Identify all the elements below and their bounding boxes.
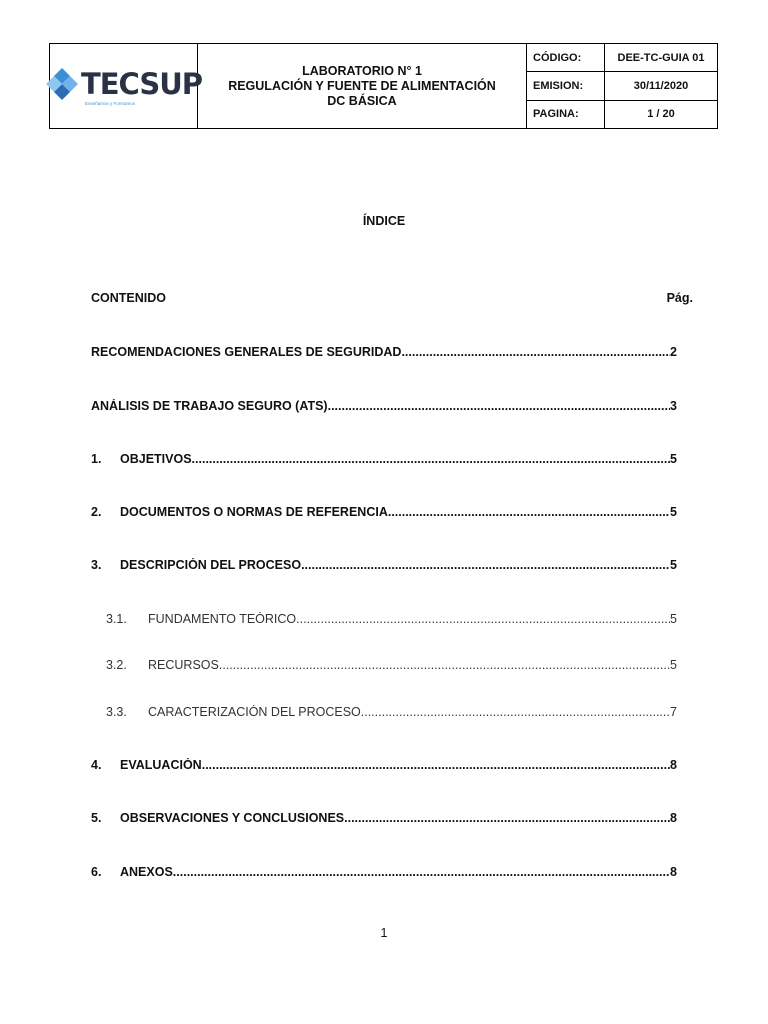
toc-subentry[interactable]: [106, 705, 677, 719]
toc-entry-title: DESCRIPCIÓN DEL PROCESO: [120, 558, 302, 572]
toc-entry-page: 7: [670, 705, 677, 719]
toc-entry-page: 5: [670, 505, 677, 519]
tecsup-logo: [45, 67, 202, 106]
logo-cell: [50, 44, 203, 128]
toc-entry[interactable]: [91, 505, 677, 519]
toc-entry-number: 3.2.: [106, 658, 127, 672]
toc-entry[interactable]: [91, 558, 677, 572]
toc-entry-page: 5: [670, 612, 677, 626]
toc-entry[interactable]: [91, 865, 677, 879]
title-line-3: DC BÁSICA: [327, 93, 397, 108]
toc-entry-number: 3.: [91, 558, 102, 572]
toc-entry-title: RECOMENDACIONES GENERALES DE SEGURIDAD: [91, 345, 402, 359]
toc-leader-dots: [219, 658, 670, 672]
toc-entry[interactable]: [91, 758, 677, 772]
toc-entry-page: 5: [670, 658, 677, 672]
toc-entry-number: 3.3.: [106, 705, 127, 719]
toc-entry-number: 1.: [91, 452, 102, 466]
meta-value: 1 / 20: [647, 108, 675, 121]
header-table: [49, 43, 718, 129]
document-title: [198, 44, 527, 128]
toc-leader-dots: [328, 399, 670, 413]
toc-entry-number: 4.: [91, 758, 102, 772]
meta-value: DEE-TC-GUIA 01: [617, 51, 705, 64]
toc-entry-title: OBJETIVOS: [120, 452, 192, 466]
toc-leader-dots: [388, 505, 670, 519]
toc-subentry[interactable]: [106, 658, 677, 672]
meta-row-emission: [527, 72, 717, 100]
toc-entry-page: 8: [670, 865, 677, 879]
toc-entry-page: 8: [670, 811, 677, 825]
meta-row-page: [527, 101, 717, 128]
title-line-1: LABORATORIO N° 1: [302, 63, 422, 78]
toc-leader-dots: [301, 558, 670, 572]
toc-entry-number: 2.: [91, 505, 102, 519]
toc-entry[interactable]: [91, 399, 677, 413]
page-column-label: Pág.: [666, 291, 693, 305]
toc-entry-title: ANÁLISIS DE TRABAJO SEGURO (ATS): [91, 399, 328, 413]
toc-leader-dots: [296, 612, 670, 626]
toc-entry-number: 3.1.: [106, 612, 127, 626]
meta-row-code: [527, 44, 717, 72]
toc-entry-page: 2: [670, 345, 677, 359]
meta-label: PAGINA:: [527, 101, 605, 128]
toc-entry-title: DOCUMENTOS O NORMAS DE REFERENCIA: [120, 505, 388, 519]
toc-subentry[interactable]: [106, 612, 677, 626]
toc-leader-dots: [344, 811, 670, 825]
toc-entry-page: 3: [670, 399, 677, 413]
toc-entry-page: 5: [670, 558, 677, 572]
toc-entry-title: FUNDAMENTO TEÓRICO: [148, 612, 297, 626]
toc-entry[interactable]: [91, 345, 677, 359]
toc-entry-title: ANEXOS: [120, 865, 173, 879]
document-meta: [527, 44, 717, 128]
toc-entry-title: OBSERVACIONES Y CONCLUSIONES: [120, 811, 345, 825]
logo-tagline: Enseñamos y Formamos: [84, 100, 135, 106]
meta-value: 30/11/2020: [633, 79, 689, 92]
tecsup-logo-icon: [45, 67, 79, 101]
toc-entry-number: 5.: [91, 811, 102, 825]
index-heading: ÍNDICE: [362, 214, 406, 228]
toc-entry-title: CARACTERIZACIÓN DEL PROCESO: [148, 705, 361, 719]
toc-leader-dots: [361, 705, 670, 719]
toc-leader-dots: [192, 452, 671, 466]
logo-wordmark: TECSUP: [80, 66, 203, 101]
toc-entry-number: 6.: [91, 865, 102, 879]
title-line-2: REGULACIÓN Y FUENTE DE ALIMENTACIÓN: [228, 78, 496, 93]
toc-leader-dots: [173, 865, 670, 879]
meta-label: CÓDIGO:: [527, 44, 605, 71]
toc-leader-dots: [202, 758, 670, 772]
toc-entry-page: 8: [670, 758, 677, 772]
toc-entry-title: RECURSOS: [148, 658, 219, 672]
toc-entry-title: EVALUACIÓN: [120, 758, 202, 772]
toc-entry[interactable]: [91, 452, 677, 466]
meta-label: EMISION:: [527, 72, 605, 99]
toc-leader-dots: [401, 345, 670, 359]
toc-entry[interactable]: [91, 811, 677, 825]
page-number: 1: [380, 926, 388, 940]
contents-label: CONTENIDO: [91, 291, 166, 305]
toc-entry-page: 5: [670, 452, 677, 466]
